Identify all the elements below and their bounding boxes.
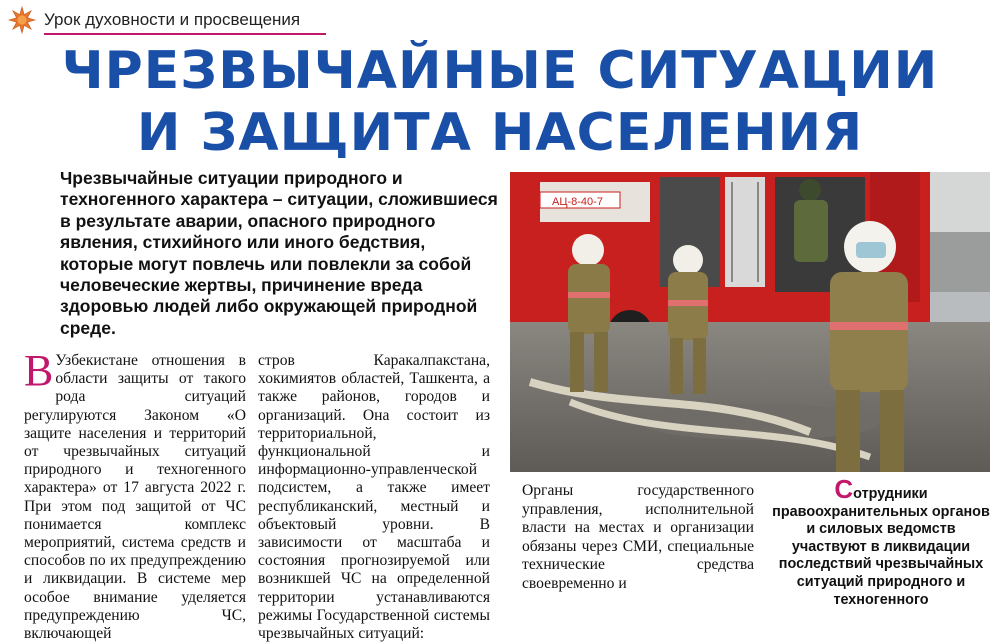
truck-plate: АЦ-8-40-7 <box>552 196 603 208</box>
rubric-label: Урок духовности и просвещения <box>44 10 301 29</box>
photo-illustration <box>510 172 990 472</box>
article-headline <box>0 40 1000 164</box>
headline-line-2: И ЗАЩИТА НАСЕЛЕНИЯ <box>136 103 864 163</box>
firefighters-photo <box>510 172 990 472</box>
body-column-3: Органы государственного управления, исполнительной власти на местах и организации обязаны через СМИ, специальные технические средства своевременно и <box>522 482 754 592</box>
section-rubric <box>8 6 300 34</box>
headline-line-1: ЧРЕЗВЫЧАЙНЫЕ СИТУАЦИИ <box>61 41 939 101</box>
drop-cap: В <box>24 346 54 395</box>
body-column-2: стров Каракалпакстана, хокимиятов областей, Ташкента, а также районов, городов и организаций. Она состоит из территориальной, функциональной и информационно-управленческой подсистем, а также имеет республиканский, местный и объектовый уровни. В зависимости от масштаба и состояния прогнозируемой или возникшей ЧС на определенной территории устанавливаются режимы Государственной системы чрезвычайных ситуаций: <box>258 352 490 643</box>
rubric-underline <box>44 33 326 35</box>
body-text-1: Узбекистане отношения в области защиты от такого рода ситуаций регулируются Законом «О защите населения и территорий от чрезвычайных ситуаций природного и техногенного характера» от 17 августа 2022 г. При этом под защитой от ЧС понимается комплекс мероприятий, система средств и способов по их предупреждению и ликвидации. В системе мер особое внимание уделяется предупреждению ЧС, включающей <box>24 352 246 643</box>
pull-quote-drop-cap: С <box>834 474 854 504</box>
body-column-1 <box>24 346 246 643</box>
pull-quote-text: отрудники правоохранительных органов и силовых ведомств участвуют в ликвидации последствий чрезвычайных ситуаций природного и техногенного <box>772 486 990 608</box>
star-burst-icon <box>8 6 36 34</box>
article-lead: Чрезвычайные ситуации природного и техногенного характера – ситуации, сложившиеся в результате аварии, опасного природного явления, стихийного или иного бедствия, которые могут повлечь или повлекли за собой человеческие жертвы, причинение вреда здоровью людей либо окружающей природной среде. <box>60 168 498 338</box>
pull-quote <box>768 474 994 609</box>
